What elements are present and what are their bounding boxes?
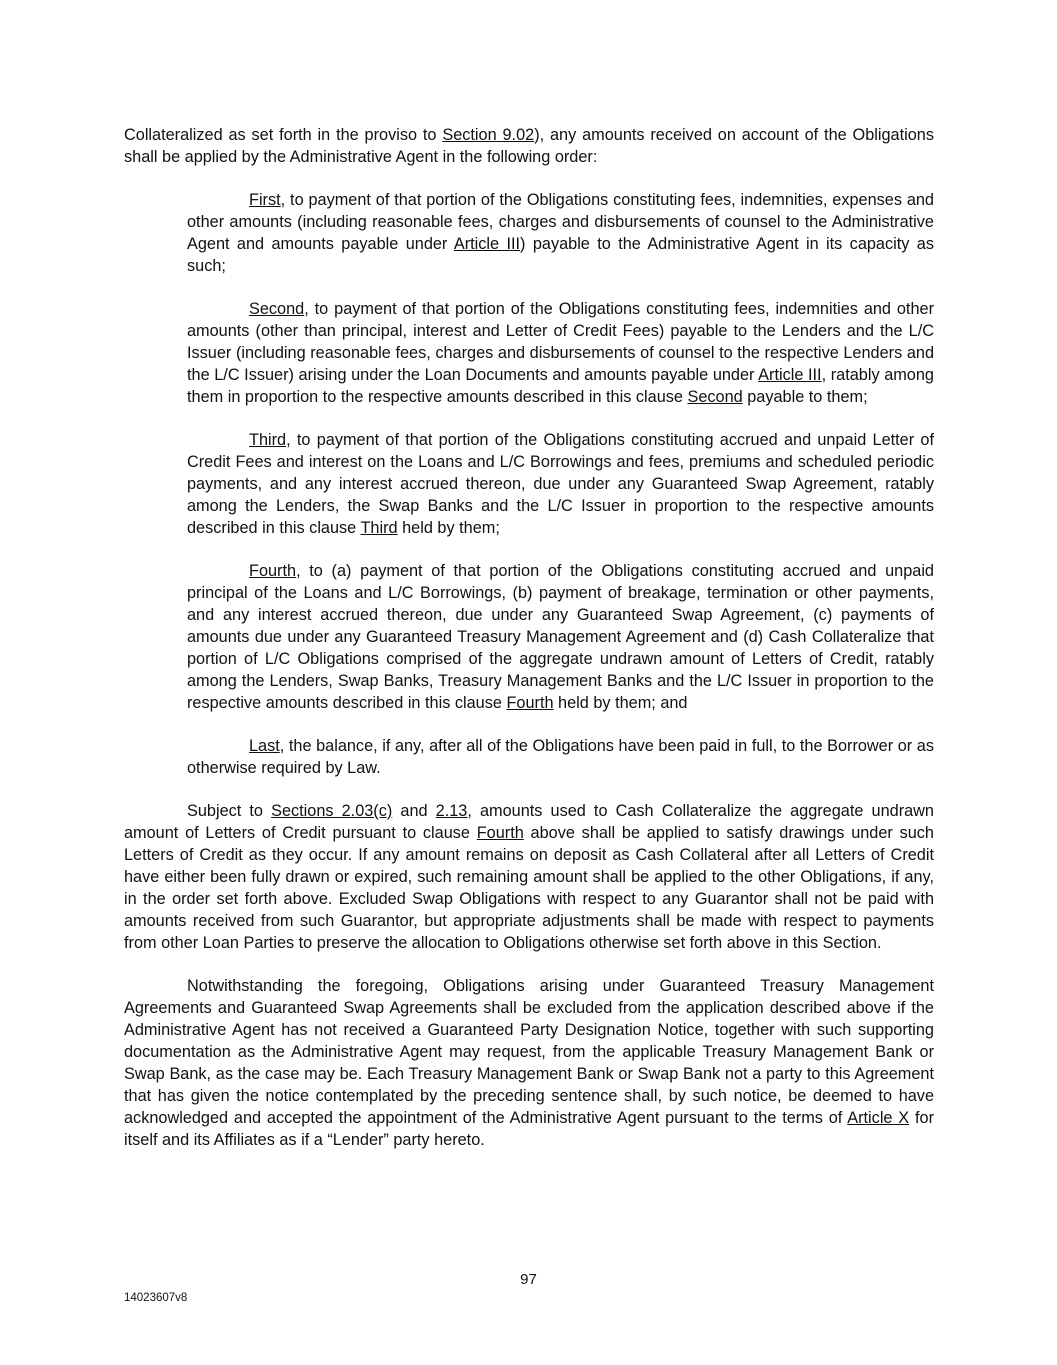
page-number: 97 [520,1271,537,1288]
section-9-02-reference: Section 9.02 [442,126,535,144]
sections-2-03c-reference: Sections 2.03(c) [271,802,393,820]
section-2-13-reference: 2.13 [435,802,468,820]
waterfall-clauses [187,189,934,779]
clause-third-reference: Third [360,519,398,537]
article-iii-reference: Article III [453,235,521,253]
clause-fourth-term: Fourth [249,562,297,580]
notwithstanding-paragraph: Notwithstanding the foregoing, Obligations arising under Guaranteed Treasury Management Agreements and Guaranteed Swap Agreements shall be excluded from the application described above if the Administrative Agent has not received a Guaranteed Party Designation Notice, together with such supporting documentation as the Administrative Agent may request, from the applicable Treasury Management Bank or Swap Bank, as the case may be. Each Treasury Management Bank or Swap Bank not a party to this Agreement that has given the notice contemplated by the preceding sentence shall, by such notice, be deemed to have acknowledged and accepted the appointment of the Administrative Agent pursuant to the terms of Article X for itself and its Affiliates as if a “Lender” party hereto. [124,977,934,1149]
article-x-reference: Article X [847,1109,910,1127]
clause-last: Last, the balance, if any, after all of the Obligations have been paid in full, to the Borrower or as otherwise required by Law. [187,737,934,777]
clause-fourth: Fourth, to (a) payment of that portion of the Obligations constituting accrued and unpaid principal of the Loans and L/C Borrowings, (b) payment of breakage, termination or other payments, and any interest accrued thereon, due under any Guaranteed Swap Agreement, (c) payments of amounts due under any Guaranteed Treasury Management Agreement and (d) Cash Collateralize that portion of L/C Obligations comprised of the aggregate undrawn amount of Letters of Credit, ratably among the Lenders, Swap Banks, Treasury Management Banks and the L/C Issuer in proportion to the respective amounts described in this clause Fourth held by them; and [187,562,934,712]
clause-second: Second, to payment of that portion of the Obligations constituting fees, indemnities and other amounts (other than principal, interest and Letter of Credit Fees) payable to the Lenders and the L/C Issuer (including reasonable fees, charges and disbursements of counsel to the respective Lenders and the L/C Issuer) arising under the Loan Documents and amounts payable under Article III, ratably among them in proportion to the respective amounts described in this clause Second payable to them; [187,300,934,406]
article-iii-reference: Article III [758,366,822,384]
clause-first-term: First [249,191,281,209]
clause-fourth-reference: Fourth [476,824,524,842]
subject-to-paragraph: Subject to Sections 2.03(c) and 2.13, amounts used to Cash Collateralize the aggregate undrawn amount of Letters of Credit pursuant to clause Fourth above shall be applied to satisfy drawings under such Letters of Credit as they occur. If any amount remains on deposit as Cash Collateral after all Letters of Credit have either been fully drawn or expired, such remaining amount shall be applied to the other Obligations, if any, in the order set forth above. Excluded Swap Obligations with respect to any Guarantor shall not be paid with amounts received from such Guarantor, but appropriate adjustments shall be made with respect to payments from other Loan Parties to preserve the allocation to Obligations otherwise set forth above in this Section. [124,802,934,952]
intro-paragraph: Collateralized as set forth in the proviso to Section 9.02), any amounts received on account of the Obligations shall be applied by the Administrative Agent in the following order: [124,126,934,166]
document-body [124,124,934,1151]
clause-second-term: Second [249,300,305,318]
clause-first: First, to payment of that portion of the Obligations constituting fees, indemnities, expenses and other amounts (including reasonable fees, charges and disbursements of counsel to the Administrative Agent and amounts payable under Article III) payable to the Administrative Agent in its capacity as such; [187,191,934,275]
clause-third-term: Third [249,431,287,449]
clause-last-term: Last [249,737,280,755]
clause-fourth-reference: Fourth [506,694,554,712]
document-id: 14023607v8 [124,1292,188,1304]
clause-second-reference: Second [687,388,743,406]
clause-third: Third, to payment of that portion of the Obligations constituting accrued and unpaid Letter of Credit Fees and interest on the Loans and L/C Borrowings and fees, premiums and scheduled periodic payments, and any interest accrued thereon, due under any Guaranteed Swap Agreement, ratably among the Lenders, the Swap Banks and the L/C Issuer in proportion to the respective amounts described in this clause Third held by them; [187,431,934,537]
